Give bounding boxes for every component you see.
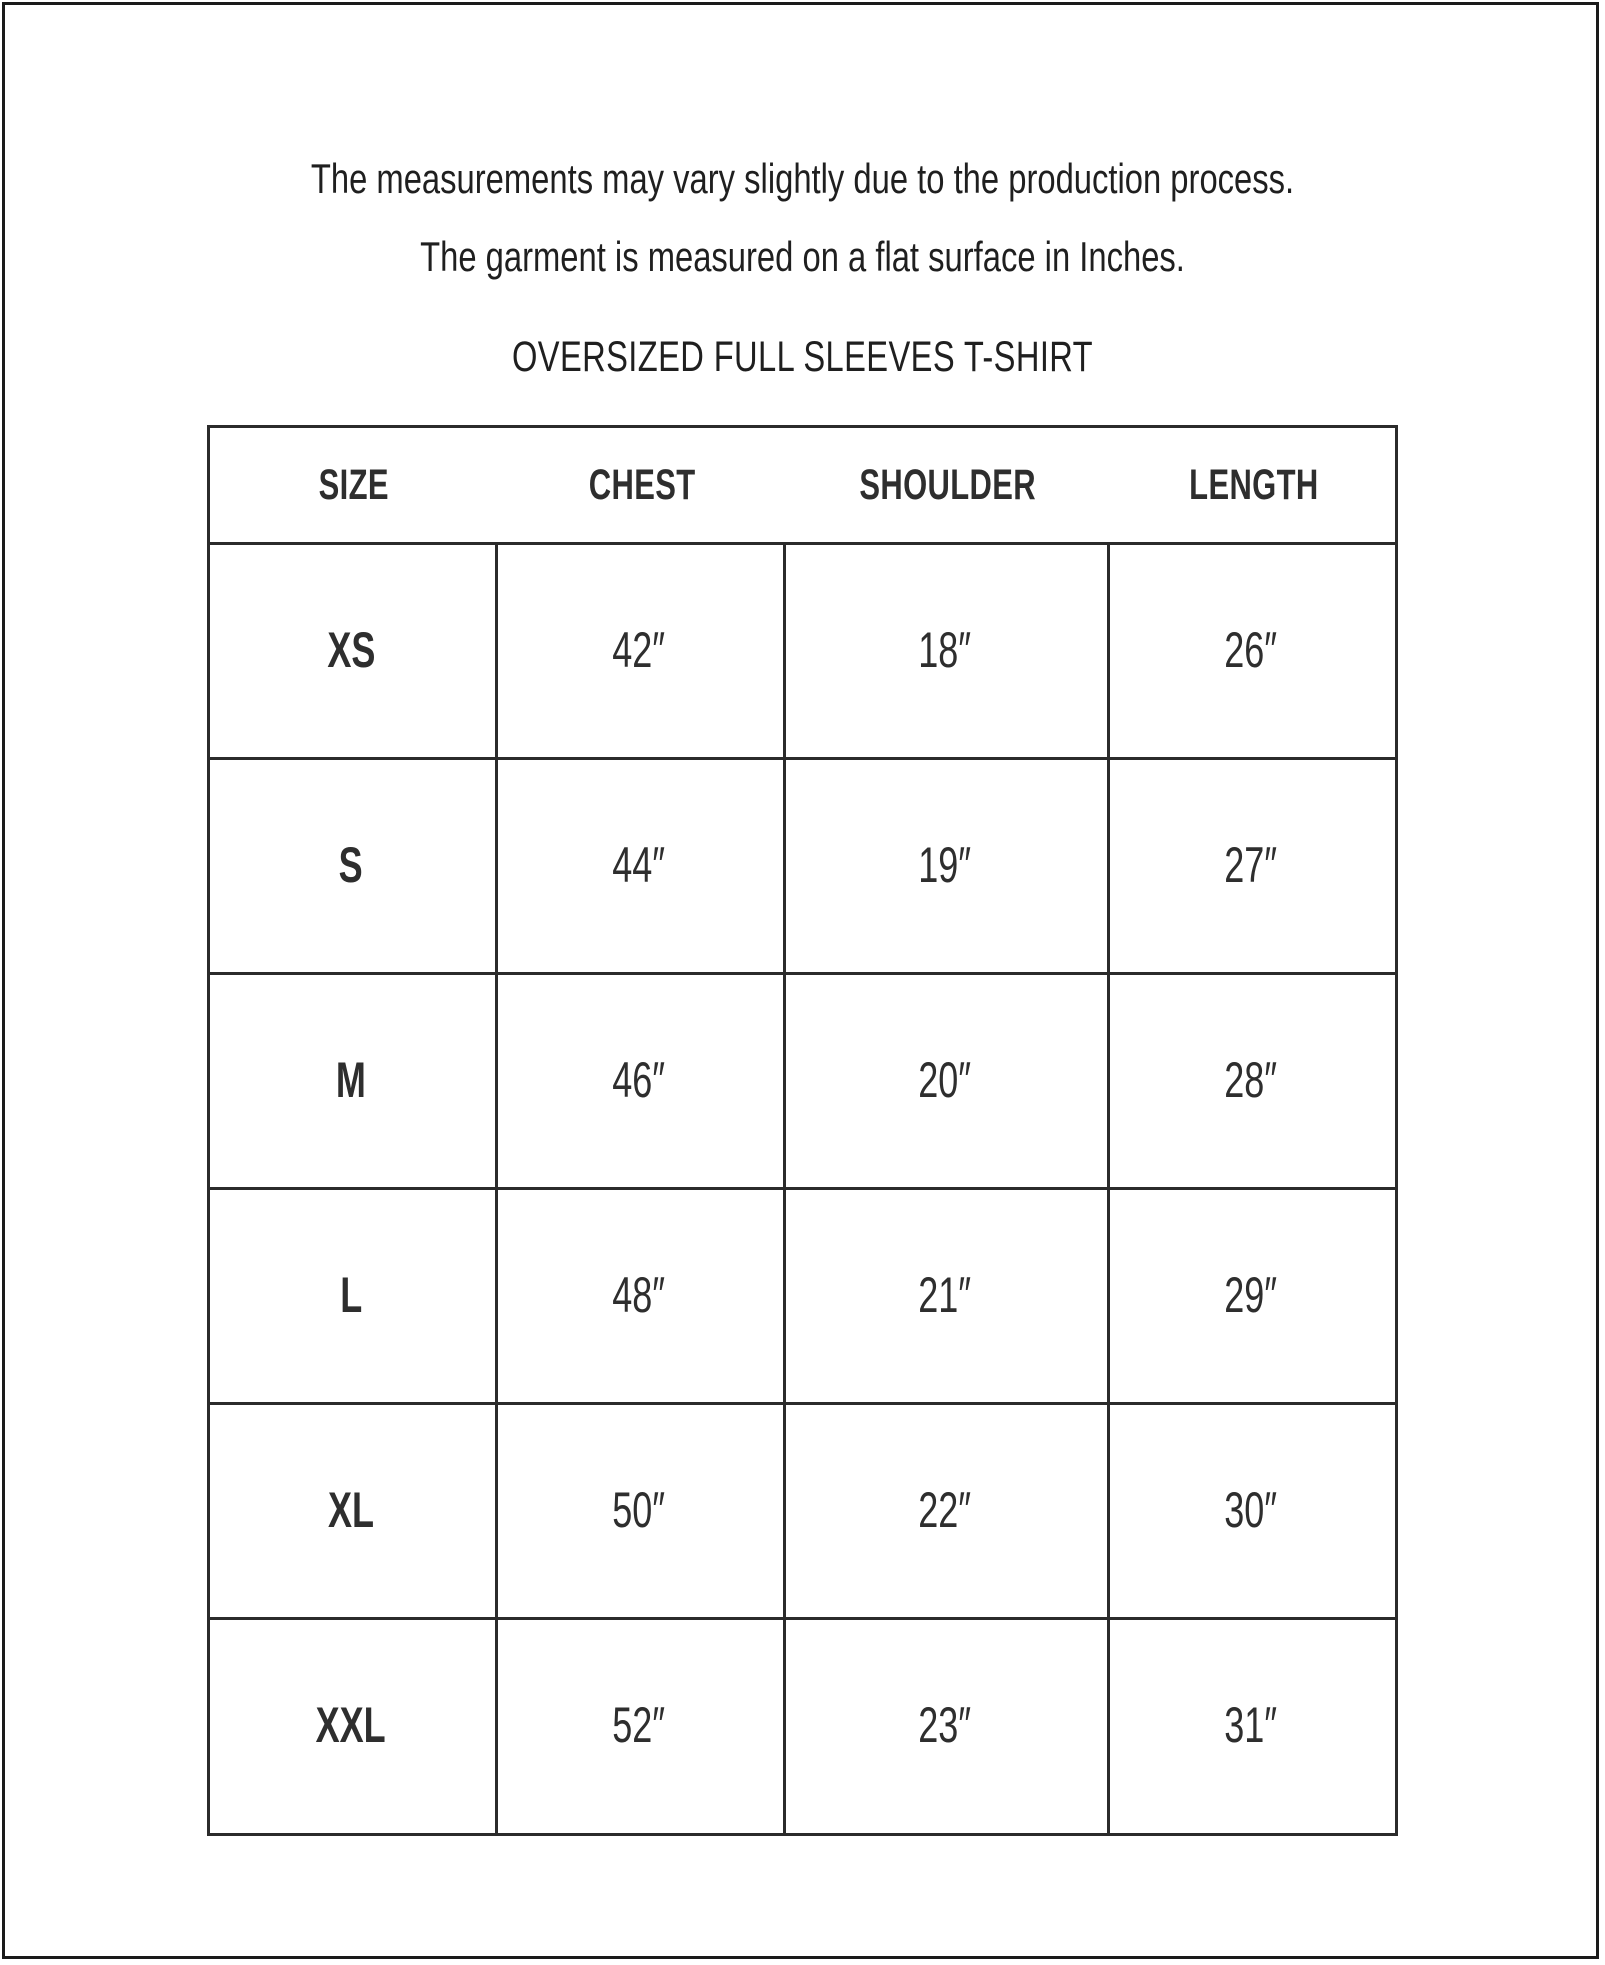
table-row [207,972,1398,1187]
table-row [207,757,1398,972]
shoulder-cell: 20″ [918,1051,972,1108]
header-chest: CHEST [588,460,696,509]
measurement-note-line-1: The measurements may vary slightly due to the production process. [310,155,1295,202]
length-cell: 27″ [1224,836,1278,893]
size-cell: XXL [315,1696,387,1753]
shoulder-cell: 19″ [918,836,972,893]
size-chart-title: OVERSIZED FULL SLEEVES T-SHIRT [511,333,1094,381]
header-shoulder: SHOULDER [859,460,1037,509]
length-cell: 29″ [1224,1266,1278,1323]
shoulder-cell: 23″ [918,1696,972,1753]
table-row [207,542,1398,757]
shoulder-cell: 21″ [918,1266,972,1323]
header-length: LENGTH [1189,460,1319,509]
shoulder-cell: 22″ [918,1481,972,1538]
table-header-row [207,425,1398,545]
header-size: SIZE [318,460,390,509]
length-cell: 26″ [1224,621,1278,678]
measurement-note-line-2: The garment is measured on a flat surface in Inches. [420,233,1185,280]
length-cell: 28″ [1224,1051,1278,1108]
length-cell: 31″ [1224,1696,1278,1753]
size-cell: L [339,1266,362,1323]
chest-cell: 42″ [612,621,666,678]
chest-cell: 50″ [612,1481,666,1538]
size-cell: M [336,1051,366,1108]
table-row [207,1402,1398,1617]
size-cell: XL [327,1481,375,1538]
chest-cell: 48″ [612,1266,666,1323]
chest-cell: 46″ [612,1051,666,1108]
table-row [207,1187,1398,1402]
size-cell: S [338,836,364,893]
chest-cell: 44″ [612,836,666,893]
table-row [207,1617,1398,1832]
size-cell: XS [326,621,376,678]
length-cell: 30″ [1224,1481,1278,1538]
size-chart-table [207,425,1398,1836]
grid-line [207,1833,1398,1836]
table-body [207,542,1398,1836]
shoulder-cell: 18″ [918,621,972,678]
chest-cell: 52″ [612,1696,666,1753]
